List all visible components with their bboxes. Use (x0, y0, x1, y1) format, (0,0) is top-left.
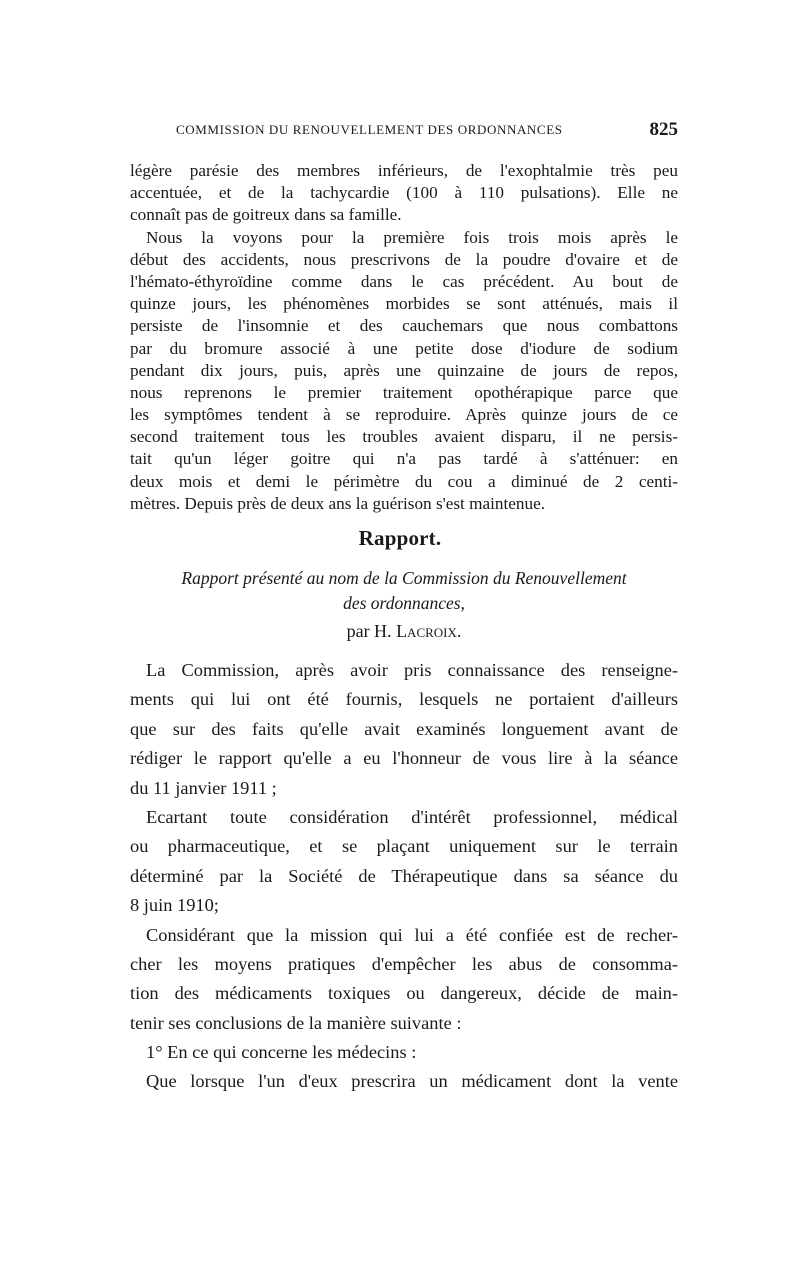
text-line: Considérant que la mission qui lui a été confiée est de recher- (146, 924, 678, 945)
text-line: que sur des faits qu'elle avait examinés longuement avant de (130, 718, 678, 739)
text-line: Que lorsque l'un d'eux prescrira un médicament dont la vente (146, 1071, 678, 1092)
text-line: cher les moyens pratiques d'empêcher les abus de consomma- (130, 953, 678, 974)
running-title: COMMISSION DU RENOUVELLEMENT DES ORDONNANCES (176, 122, 563, 137)
text-line: ments qui lui ont été fournis, lesquels ne portaient d'ailleurs (130, 689, 678, 710)
text-line: connaît pas de goitreux dans sa famille. (130, 205, 402, 225)
text-line: quinze jours, les phénomènes morbides se sont atténués, mais il (130, 294, 678, 314)
text-line: légère parésie des membres inférieurs, de l'exophtalmie très peu (130, 161, 678, 180)
text-line: Ecartant toute considération d'intérêt professionnel, médical (146, 806, 678, 827)
section-title: Rapport. (358, 526, 442, 550)
text-line: les symptômes tendent à se reproduire. Après quinze jours de ce (130, 405, 678, 425)
text-line: tion des médicaments toxiques ou dangereux, décide de main- (130, 983, 678, 1004)
text-line: déterminé par la Société de Thérapeutique dans sa séance du (130, 865, 678, 886)
text-line: par du bromure associé à une petite dose d'iodure de sodium (130, 338, 678, 358)
byline-line: Rapport présenté au nom de la Commission du Renouvellement (181, 568, 627, 588)
text-line: persiste de l'insomnie et des cauchemars que nous combattons (130, 316, 678, 336)
text-line: second traitement tous les troubles avaient disparu, il ne persis- (130, 427, 678, 447)
author-line (130, 621, 678, 642)
page-number: 825 (649, 119, 678, 140)
text-line: l'hémato-éthyroïdine comme dans le cas précédent. Au bout de (130, 271, 678, 291)
text-line: deux mois et demi le périmètre du cou a diminué de 2 centi- (130, 471, 678, 491)
text-line: mètres. Depuis près de deux ans la guérison s'est maintenue. (130, 493, 546, 513)
author-name: Lacroix. (396, 621, 462, 641)
case-report-text (130, 160, 678, 515)
report-byline (130, 566, 678, 616)
text-line: tait qu'un léger goitre qui n'a pas tardé à s'atténuer: en (130, 449, 678, 469)
text-line: ou pharmaceutique, et se plaçant uniquement sur le terrain (130, 836, 678, 857)
author-prefix: par H. (346, 621, 397, 641)
text-line: nous reprenons le premier traitement opothérapique parce que (130, 382, 678, 402)
text-line: 8 juin 1910; (130, 895, 219, 916)
byline-line: des ordonnances, (343, 593, 465, 613)
text-line: Nous la voyons pour la première fois trois mois après le (146, 227, 678, 247)
text-line: pendant dix jours, puis, après une quinzaine de jours de repos, (130, 360, 678, 380)
text-line: rédiger le rapport qu'elle a eu l'honneur de vous lire à la séance (130, 748, 678, 769)
running-header (130, 120, 678, 142)
text-line: du 11 janvier 1911 ; (130, 777, 277, 798)
report-body (130, 656, 678, 1097)
text-line: tenir ses conclusions de la manière suivante : (130, 1012, 462, 1033)
text-line: La Commission, après avoir pris connaissance des renseigne- (146, 660, 678, 680)
text-line: 1° En ce qui concerne les médecins : (146, 1042, 417, 1063)
text-line: début des accidents, nous prescrivons de la poudre d'ovaire et de (130, 249, 678, 269)
text-line: accentuée, et de la tachycardie (100 à 110 pulsations). Elle ne (130, 183, 678, 203)
